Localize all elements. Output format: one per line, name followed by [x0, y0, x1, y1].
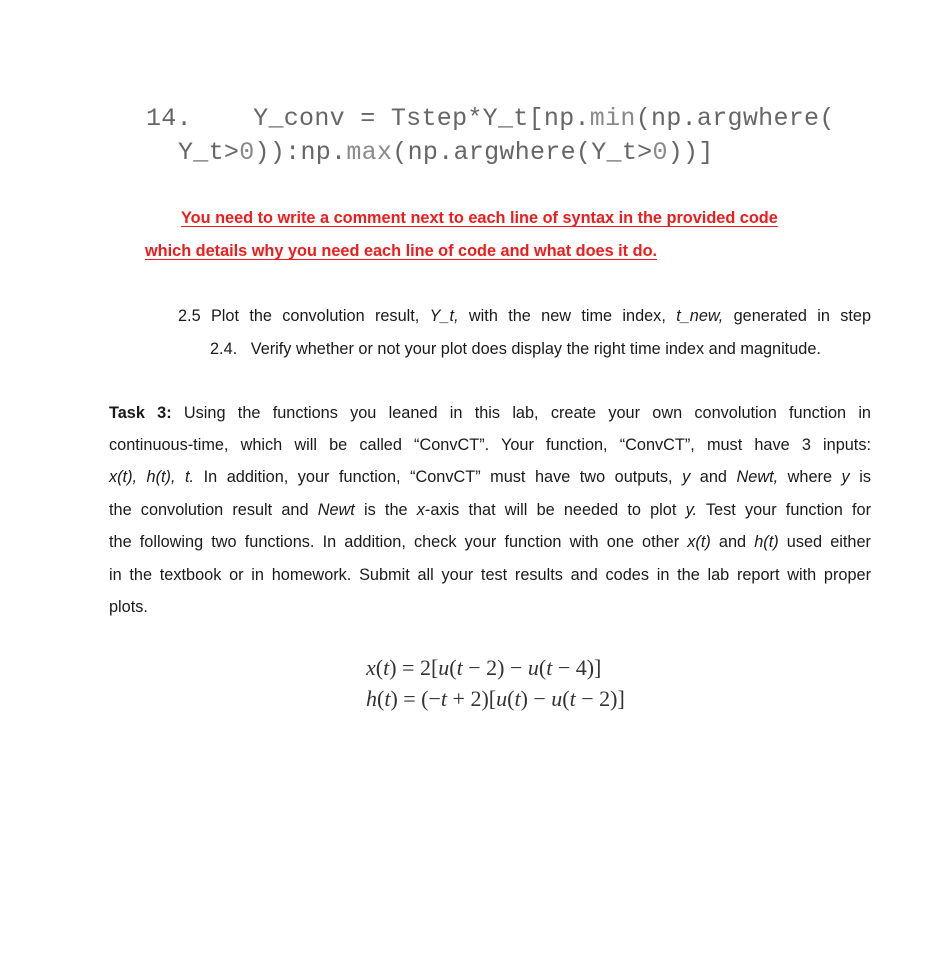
- code-line-14-continued: Y_t>0)):np.max(np.argwhere(Y_t>0))]: [178, 138, 714, 167]
- code-line-14: 14. Y_conv = Tstep*Y_t[np.min(np.argwhere(: [146, 104, 835, 133]
- task-3-line-2: continuous-time, which will be called “ConvCT”. Your function, “ConvCT”, must have 3 inputs:: [109, 436, 871, 454]
- step-2-5-line-2: 2.4. Verify whether or not your plot does display the right time index and magnitude.: [210, 340, 821, 358]
- comment-instruction-line-2: which details why you need each line of code and what does it do.: [145, 242, 658, 260]
- task-3-line-6: in the textbook or in homework. Submit all your test results and codes in the lab report with proper: [109, 566, 871, 584]
- comment-instruction-line-1: You need to write a comment next to each line of syntax in the provided code: [181, 209, 778, 227]
- task-3-line-7: plots.: [109, 598, 148, 616]
- task-3-line-5: the following two functions. In addition, check your function with one other x(t) and h(t) used either: [109, 533, 871, 551]
- equation-h-of-t: h(t) = (−t + 2)[u(t) − u(t − 2)]: [366, 686, 625, 711]
- task-3-line-3: x(t), h(t), t. In addition, your function, “ConvCT” must have two outputs, y and Newt, where y is: [109, 468, 871, 486]
- equation-x-of-t: x(t) = 2[u(t − 2) − u(t − 4)]: [366, 655, 602, 680]
- task-label: Task 3:: [109, 404, 172, 422]
- code-line-number: 14.: [146, 104, 192, 133]
- task-3-line-1: Task 3: Using the functions you leaned in this lab, create your own convolution function in: [109, 404, 871, 422]
- step-2-5-line-1: 2.5 Plot the convolution result, Y_t, with the new time index, t_new, generated in step: [178, 307, 872, 325]
- task-3-line-4: the convolution result and Newt is the x-axis that will be needed to plot y. Test your function for: [109, 501, 872, 519]
